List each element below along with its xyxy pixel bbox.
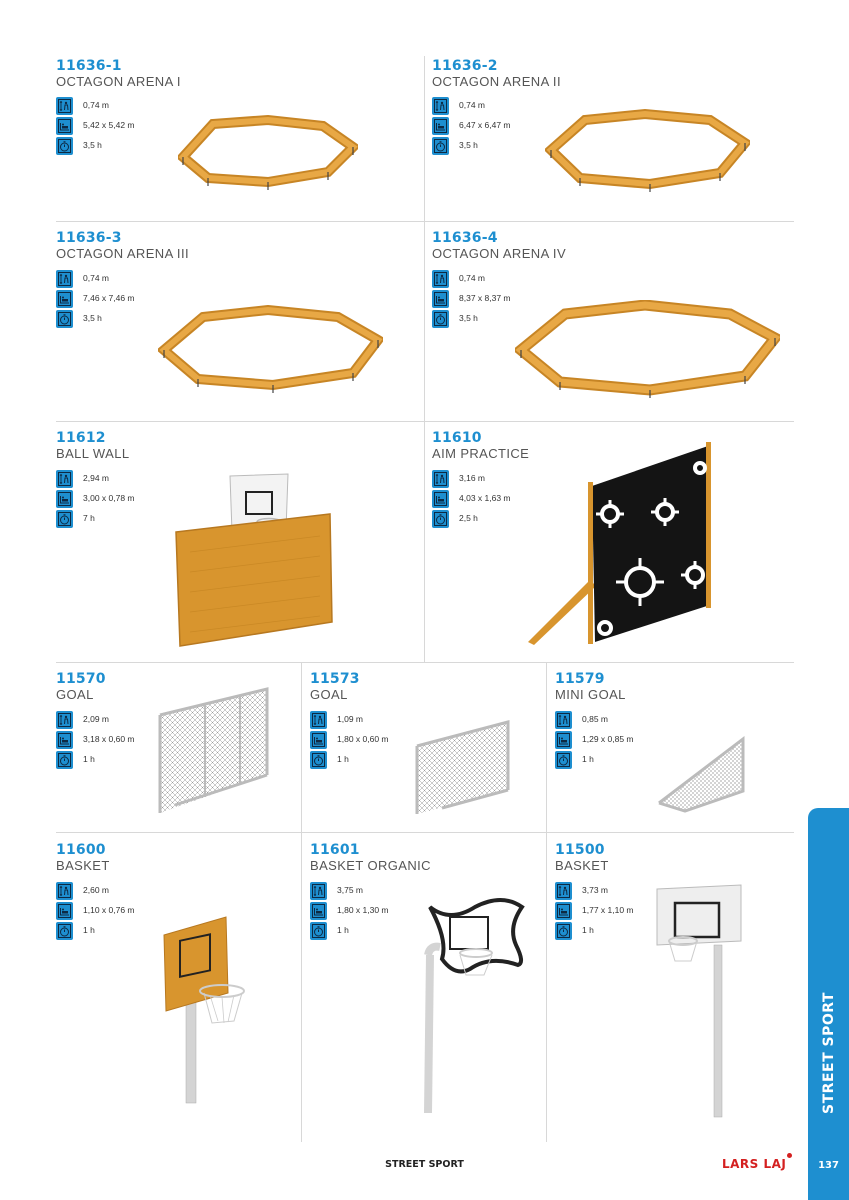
height-icon [432,97,449,115]
spec-area: 5,42 x 5,42 m [83,120,135,130]
spec-time: 1 h [83,925,95,935]
product-code: 11636-4 [432,230,498,246]
product-name: OCTAGON ARENA II [432,74,561,89]
product-code: 11500 [555,842,605,858]
height-icon [56,270,73,288]
page-number: 137 [818,1160,839,1171]
spec-time: 3,5 h [459,140,478,150]
area-icon [432,117,449,135]
mini-goal-image [655,735,747,815]
brand-dot [787,1153,792,1158]
product-name: OCTAGON ARENA IV [432,246,567,261]
height-icon [432,470,449,488]
aim-practice-image [520,440,720,645]
height-icon [432,270,449,288]
spec-time: 3,5 h [83,140,102,150]
spec-height: 2,09 m [83,714,109,724]
time-icon [432,137,449,155]
time-icon [555,922,572,940]
spec-time: 3,5 h [459,313,478,323]
spec-height: 1,09 m [337,714,363,724]
height-icon [56,470,73,488]
product-name: BALL WALL [56,446,130,461]
product-code: 11573 [310,671,360,687]
product-code: 11570 [56,671,106,687]
spec-height: 0,74 m [83,100,109,110]
area-icon [56,902,73,920]
spec-height: 0,74 m [459,273,485,283]
area-icon [432,490,449,508]
spec-time: 1 h [337,925,349,935]
column-divider [424,56,425,662]
spec-height: 2,94 m [83,473,109,483]
goal-image [412,718,512,816]
area-icon [555,731,572,749]
product-code: 11636-1 [56,58,122,74]
product-code: 11612 [56,430,106,446]
time-icon [432,310,449,328]
spec-area: 7,46 x 7,46 m [83,293,135,303]
spec-height: 3,73 m [582,885,608,895]
spec-area: 6,47 x 6,47 m [459,120,511,130]
product-code: 11610 [432,430,482,446]
product-name: BASKET [56,858,110,873]
area-icon [56,117,73,135]
time-icon [555,751,572,769]
octagon-arena-image [545,108,750,193]
spec-time: 3,5 h [83,313,102,323]
time-icon [56,922,73,940]
product-name: OCTAGON ARENA III [56,246,189,261]
spec-time: 1 h [582,754,594,764]
spec-height: 3,16 m [459,473,485,483]
spec-area: 1,80 x 1,30 m [337,905,389,915]
area-icon [310,902,327,920]
product-name: GOAL [310,687,348,702]
spec-height: 0,74 m [459,100,485,110]
height-icon [555,882,572,900]
spec-time: 1 h [83,754,95,764]
footer-title: STREET SPORT [385,1159,464,1170]
spec-time: 7 h [83,513,95,523]
octagon-arena-image [158,305,383,395]
goal-image [155,685,273,817]
height-icon [56,97,73,115]
spec-height: 2,60 m [83,885,109,895]
section-label-text: STREET SPORT [820,992,837,1114]
spec-height: 0,85 m [582,714,608,724]
time-icon [56,510,73,528]
spec-height: 0,74 m [83,273,109,283]
octagon-arena-image [178,112,358,192]
spec-area: 4,03 x 1,63 m [459,493,511,503]
product-name: MINI GOAL [555,687,626,702]
row-divider [56,421,794,422]
product-name: BASKET [555,858,609,873]
area-icon [432,290,449,308]
row-divider [56,662,794,663]
basket-organic-image [420,895,530,1115]
basket-image [655,883,745,1118]
column-divider [301,662,302,1142]
spec-area: 8,37 x 8,37 m [459,293,511,303]
area-icon [56,490,73,508]
product-name: AIM PRACTICE [432,446,530,461]
time-icon [432,510,449,528]
height-icon [56,711,73,729]
product-code: 11636-3 [56,230,122,246]
spec-area: 1,77 x 1,10 m [582,905,634,915]
section-tab [808,808,849,1200]
spec-height: 3,75 m [337,885,363,895]
area-icon [56,290,73,308]
section-label [808,808,849,1138]
time-icon [310,751,327,769]
product-name: OCTAGON ARENA I [56,74,181,89]
spec-area: 3,18 x 0,60 m [83,734,135,744]
spec-time: 1 h [582,925,594,935]
time-icon [56,137,73,155]
spec-area: 1,29 x 0,85 m [582,734,634,744]
spec-area: 1,80 x 0,60 m [337,734,389,744]
area-icon [310,731,327,749]
time-icon [56,310,73,328]
ball-wall-image [170,472,340,650]
column-divider [546,662,547,1142]
spec-time: 2,5 h [459,513,478,523]
product-code: 11600 [56,842,106,858]
octagon-arena-image [515,300,780,400]
product-code: 11579 [555,671,605,687]
area-icon [555,902,572,920]
product-code: 11636-2 [432,58,498,74]
row-divider [56,832,794,833]
product-name: GOAL [56,687,94,702]
height-icon [310,882,327,900]
height-icon [310,711,327,729]
time-icon [56,751,73,769]
height-icon [555,711,572,729]
product-name: BASKET ORGANIC [310,858,431,873]
brand-logo: LARS LAJ [722,1157,787,1171]
basket-image [160,915,252,1105]
area-icon [56,731,73,749]
spec-area: 1,10 x 0,76 m [83,905,135,915]
row-divider [56,221,794,222]
spec-time: 1 h [337,754,349,764]
product-code: 11601 [310,842,360,858]
height-icon [56,882,73,900]
time-icon [310,922,327,940]
spec-area: 3,00 x 0,78 m [83,493,135,503]
